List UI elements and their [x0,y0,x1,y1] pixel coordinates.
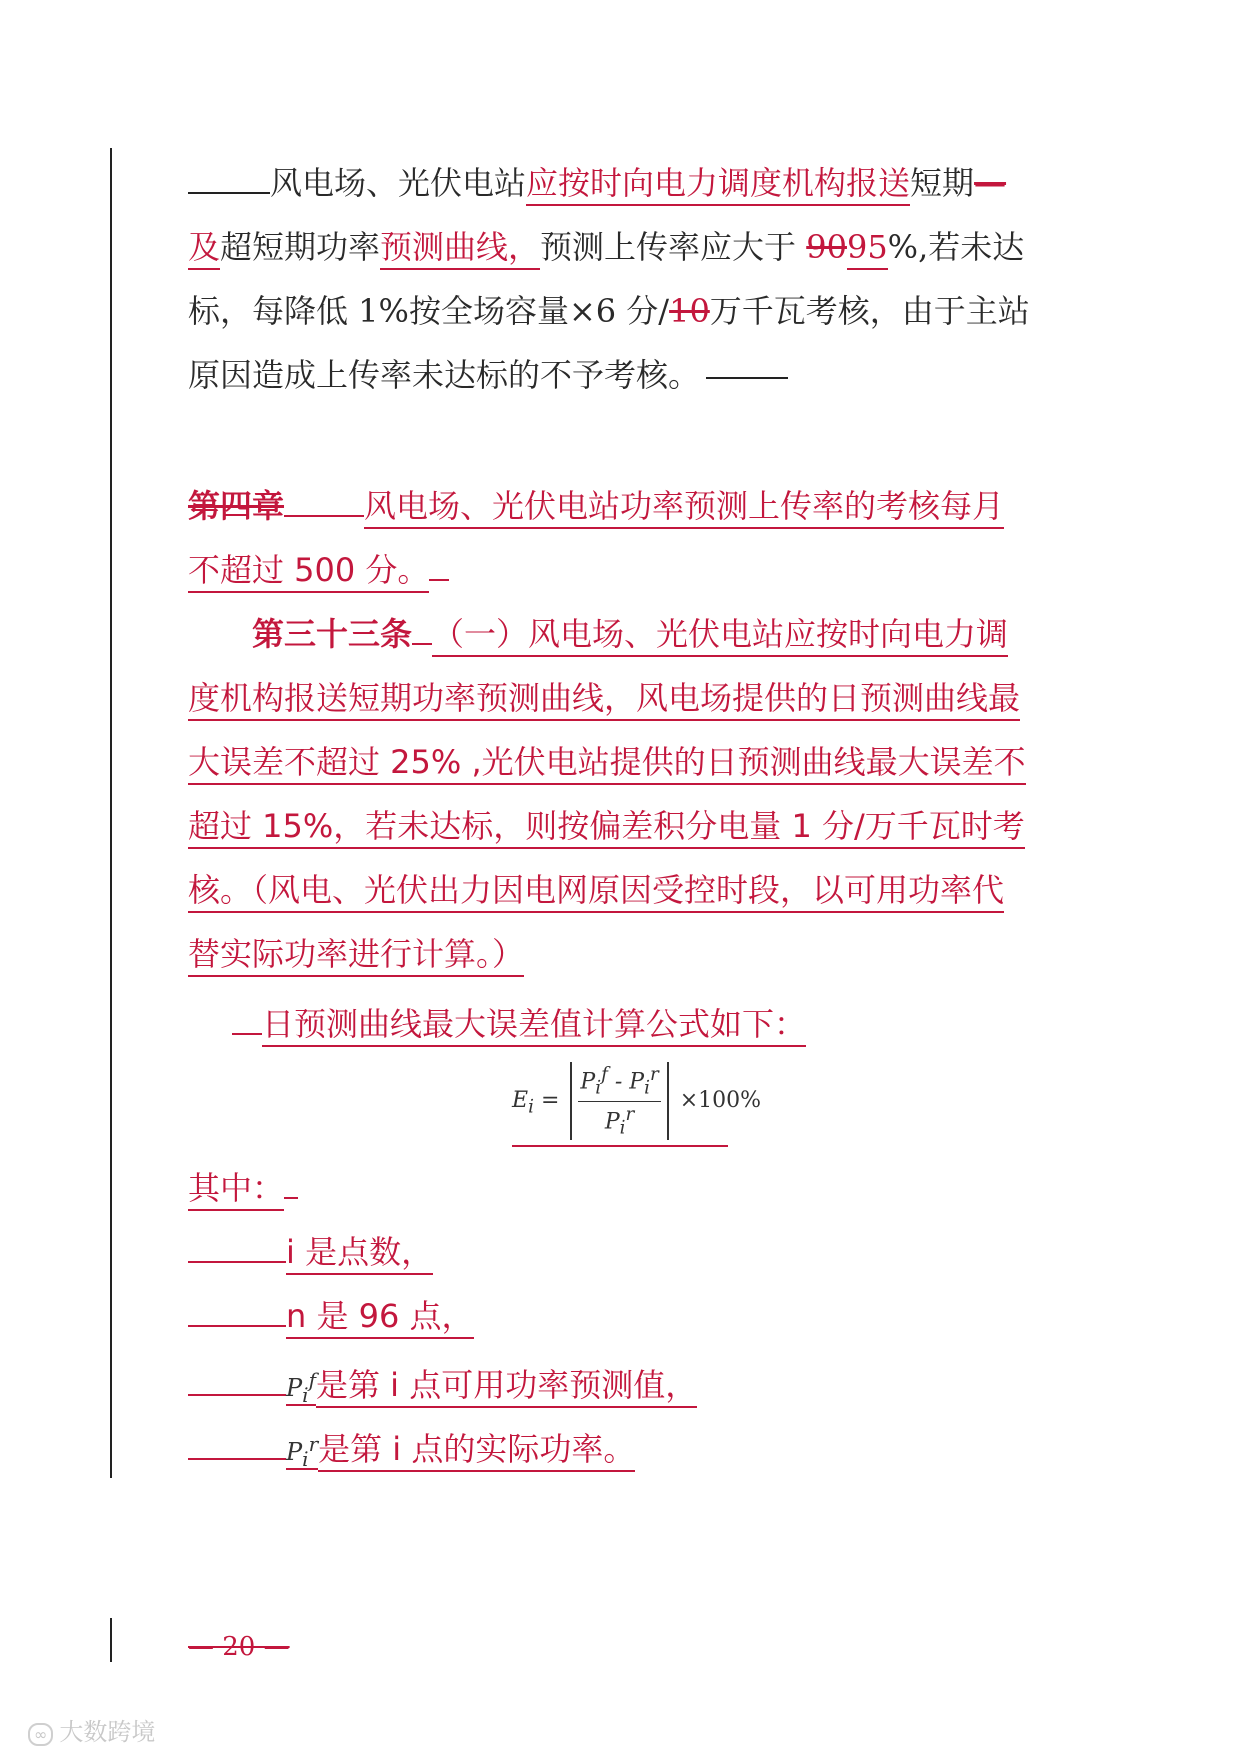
definition-pf [188,1360,697,1415]
article-line4 [188,806,1025,846]
deleted-text: — [974,164,1007,202]
formula-multiplier: ×100% [679,1088,762,1114]
chapter-line2 [188,550,449,590]
definition-text: 是第 i 点的实际功率。 [318,1430,635,1472]
definition-text: i 是点数， [286,1233,433,1275]
article-text: 核。（风电、光伏出力因电网原因受控时段，以可用功率代 [188,871,1004,913]
watermark-logo-icon: ∞ [28,1723,53,1746]
inserted-text: 及 [188,228,220,270]
formula-numerator: $P_i^f - P_i^r$ [578,1062,660,1102]
article-heading: 第三十三条 [252,615,413,653]
para1-line1 [188,163,1006,203]
formula-fraction [570,1062,668,1140]
formula-underline [512,1145,728,1147]
page-number-text: — 20 — [188,1632,290,1662]
article-line3 [188,742,1026,782]
article-line6 [188,934,524,974]
article-text: （一）风电场、光伏电站应按时向电力调 [432,615,1008,657]
article-text: 大误差不超过 25% ,光伏电站提供的日预测曲线最大误差不 [188,743,1026,785]
article-text: 超过 15%，若未达标，则按偏差积分电量 1 分/万千瓦时考 [188,807,1025,849]
symbol-pr: $P_i^r$ [286,1432,319,1471]
formula-intro [232,1004,806,1044]
article-line2 [188,678,1020,718]
deleted-number: 10 [669,292,710,330]
text: 标，每降低 1%按全场容量×6 分/ [188,292,670,330]
definition-n [188,1296,474,1336]
inserted-text: 应按时向电力调度机构报送 [526,164,910,206]
definition-text: 是第 i 点可用功率预测值， [316,1366,697,1408]
text: 万千瓦考核，由于主站 [709,292,1030,330]
watermark-text: 大数跨境 [59,1718,156,1746]
text: 超短期功率 [220,228,381,266]
para1-line2 [188,227,1024,267]
chapter-line1 [188,486,1004,526]
text: %,若未达 [887,228,1025,266]
definition-text: n 是 96 点， [286,1297,474,1339]
inserted-text: 预测曲线， [380,228,540,270]
deleted-number: 90 [806,228,847,266]
article-line1 [252,614,1008,654]
formula-intro-text: 日预测曲线最大误差值计算公式如下： [262,1005,806,1047]
page-number [188,1632,290,1662]
error-formula: $E_i$ = $\frac{P_i^f - P_i^r}{P_i^r}$ ×100% [512,1064,762,1139]
definitions-intro-text: 其中： [188,1169,284,1211]
watermark [28,1712,155,1747]
text: 预测上传率应大于 [540,228,807,266]
definition-i [188,1232,433,1272]
revision-bar [110,148,112,1478]
chapter-heading: 第四章 [188,487,285,525]
text: 风电场、光伏电站 [270,164,527,202]
text: 原因造成上传率未达标的不予考核。 [188,356,701,394]
article-text: 替实际功率进行计算。） [188,935,524,977]
inserted-number: 95 [847,228,888,270]
para1-line3 [188,291,1030,331]
formula-lhs-subscript: i [528,1096,534,1118]
definition-pr [188,1424,635,1479]
para1-line4 [188,355,788,395]
formula-denominator: $P_i^r$ [604,1103,635,1139]
formula-lhs: E [512,1088,529,1114]
symbol-pf: $P_i^f$ [286,1368,316,1407]
chapter-text: 风电场、光伏电站功率预测上传率的考核每月 [364,487,1004,529]
definitions-intro [188,1168,298,1208]
article-line5 [188,870,1004,910]
revision-bar-footer [110,1618,112,1662]
article-text: 度机构报送短期功率预测曲线，风电场提供的日预测曲线最 [188,679,1020,721]
text: 短期 [910,164,975,202]
chapter-text: 不超过 500 分。 [188,551,429,593]
